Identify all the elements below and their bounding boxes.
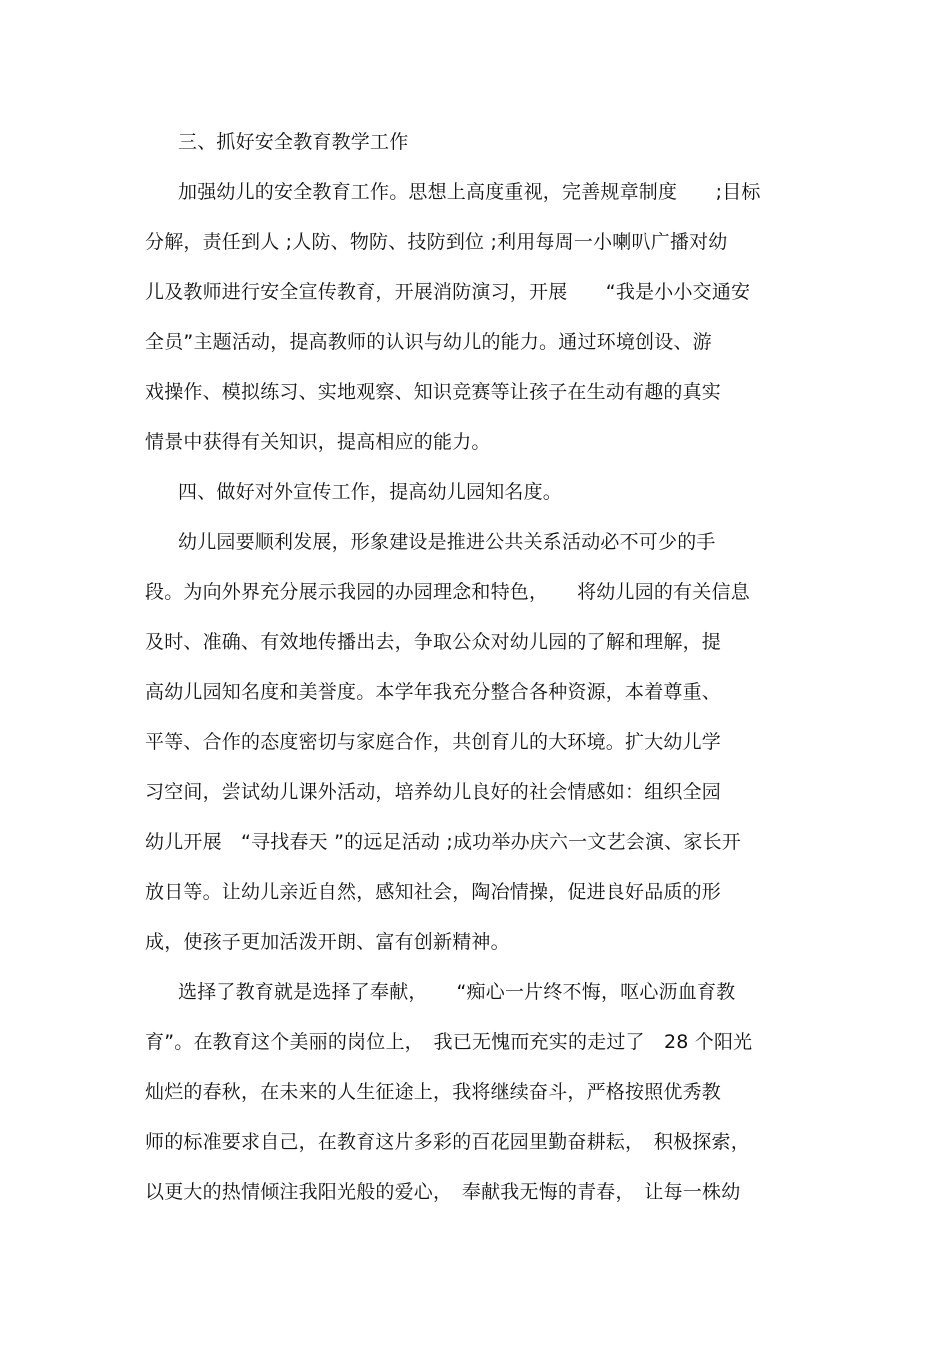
paragraph-line: 戏操作、模拟练习、实地观察、知识竞赛等让孩子在生动有趣的真实 (145, 381, 722, 403)
paragraph-line: 分解，责任到人 ;人防、物防、技防到位 ;利用每周一小喇叭广播对幼 (145, 231, 728, 253)
paragraph-line: 以更大的热情倾注我阳光般的爱心， 奉献我无悔的青春， 让每一株幼 (145, 1181, 741, 1203)
paragraph-line: 育”。在教育这个美丽的岗位上， 我已无愧而充实的走过了 28 个阳光 (145, 1031, 753, 1053)
paragraph-line: 加强幼儿的安全教育工作。思想上高度重视，完善规章制度 ;目标 (178, 181, 761, 203)
paragraph-line: 习空间，尝试幼儿课外活动，培养幼儿良好的社会情感如：组织全园 (145, 781, 722, 803)
paragraph-line: 儿及教师进行安全宣传教育，开展消防演习，开展 “我是小小交通安 (145, 281, 751, 303)
paragraph-line: 师的标准要求自己，在教育这片多彩的百花园里勤奋耕耘， 积极探索， (145, 1131, 750, 1153)
section-heading-safety: 三、抓好安全教育教学工作 (178, 131, 409, 153)
paragraph-line: 高幼儿园知名度和美誉度。本学年我充分整合各种资源，本着尊重、 (145, 681, 722, 703)
paragraph-line: 成，使孩子更加活泼开朗、富有创新精神。 (145, 931, 510, 953)
section-heading-publicity: 四、做好对外宣传工作，提高幼儿园知名度。 (178, 481, 563, 503)
paragraph-line: 幼儿园要顺利发展，形象建设是推进公共关系活动必不可少的手 (178, 531, 716, 553)
paragraph-line: 幼儿开展 “寻找春天 ”的远足活动 ;成功举办庆六一文艺会演、家长开 (145, 831, 741, 853)
paragraph-line: 及时、准确、有效地传播出去，争取公众对幼儿园的了解和理解，提 (145, 631, 722, 653)
paragraph-line: 情景中获得有关知识，提高相应的能力。 (145, 431, 491, 453)
paragraph-line: 全员”主题活动，提高教师的认识与幼儿的能力。通过环境创设、游 (145, 331, 712, 353)
paragraph-line: 平等、合作的态度密切与家庭合作，共创育儿的大环境。扩大幼儿学 (145, 731, 722, 753)
paragraph-line: 灿烂的春秋，在未来的人生征途上，我将继续奋斗，严格按照优秀教 (145, 1081, 722, 1103)
paragraph-line: 段。为向外界充分展示我园的办园理念和特色， 将幼儿园的有关信息 (145, 581, 750, 603)
paragraph-line: 放日等。让幼儿亲近自然，感知社会，陶冶情操，促进良好品质的形 (145, 881, 722, 903)
paragraph-line: 选择了教育就是选择了奉献， “痴心一片终不悔，呕心沥血育教 (178, 981, 736, 1003)
